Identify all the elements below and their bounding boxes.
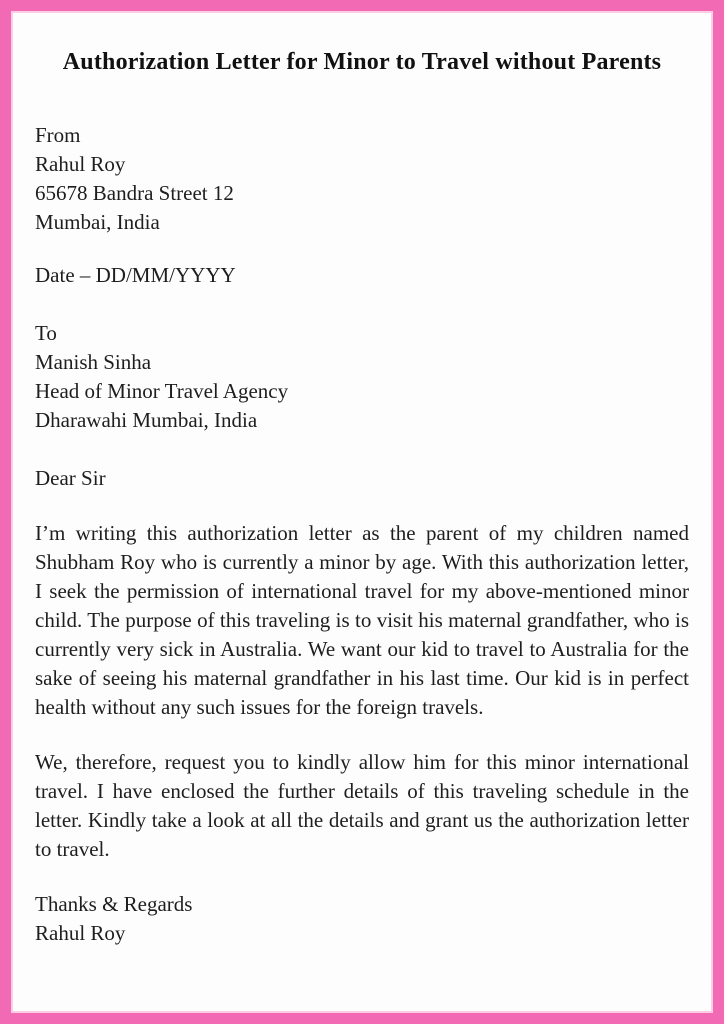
from-name: Rahul Roy bbox=[35, 152, 126, 176]
date-line: Date – DD/MM/YYYY bbox=[35, 263, 236, 287]
to-block bbox=[35, 319, 689, 435]
from-block bbox=[35, 121, 689, 237]
letter-title: Authorization Letter for Minor to Travel without Parents bbox=[62, 49, 662, 75]
from-label: From bbox=[35, 123, 81, 147]
salutation: Dear Sir bbox=[35, 466, 106, 490]
closing-signature: Rahul Roy bbox=[35, 921, 126, 945]
to-label: To bbox=[35, 321, 57, 345]
body-paragraph-2: We, therefore, request you to kindly allow him for this minor international travel. I have enclosed the further details of this traveling schedule in the letter. Kindly take a look at all the details and grant us the authorization letter to travel. bbox=[35, 750, 689, 861]
to-city: Dharawahi Mumbai, India bbox=[35, 408, 258, 432]
to-name: Manish Sinha bbox=[35, 350, 152, 374]
to-title: Head of Minor Travel Agency bbox=[35, 379, 289, 403]
closing-regards: Thanks & Regards bbox=[35, 892, 193, 916]
body-paragraph-1: I’m writing this authorization letter as the parent of my children named Shubham Roy who is currently a minor by age. With this authorization letter, I seek the permission of international travel for my above-mentioned minor child. The purpose of this traveling is to visit his maternal grandfather, who is currently very sick in Australia. We want our kid to travel to Australia for the sake of seeing his maternal grandfather in his last time. Our kid is in perfect health without any such issues for the foreign travels. bbox=[35, 521, 689, 719]
closing-block bbox=[35, 890, 689, 948]
from-street: 65678 Bandra Street 12 bbox=[35, 181, 234, 205]
from-city: Mumbai, India bbox=[35, 210, 160, 234]
